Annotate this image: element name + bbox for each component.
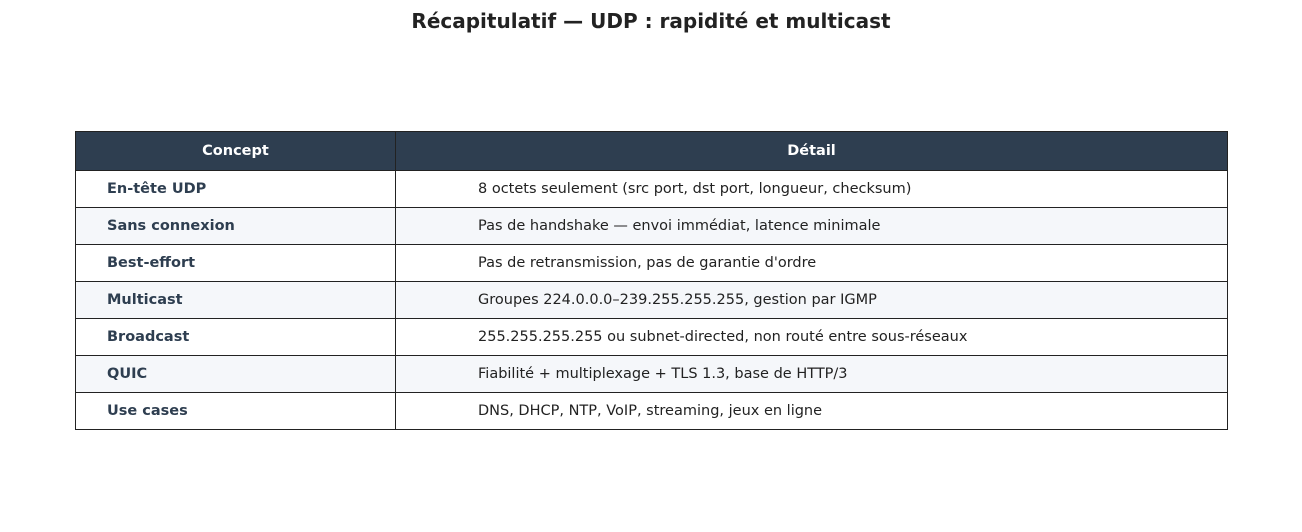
- detail-cell: 255.255.255.255 ou subnet-directed, non routé entre sous-réseaux: [396, 319, 1228, 356]
- table-header-row: [76, 132, 1228, 171]
- detail-cell: Groupes 224.0.0.0–239.255.255.255, gestion par IGMP: [396, 282, 1228, 319]
- table-row: [76, 282, 1228, 319]
- column-header-detail: Détail: [396, 132, 1228, 171]
- detail-cell: Pas de retransmission, pas de garantie d'ordre: [396, 245, 1228, 282]
- concept-cell: Use cases: [76, 393, 396, 430]
- table-row: [76, 208, 1228, 245]
- concept-cell: En-tête UDP: [76, 171, 396, 208]
- concept-cell: Sans connexion: [76, 208, 396, 245]
- detail-cell: DNS, DHCP, NTP, VoIP, streaming, jeux en ligne: [396, 393, 1228, 430]
- concept-cell: Best-effort: [76, 245, 396, 282]
- table-row: [76, 393, 1228, 430]
- concept-cell: Multicast: [76, 282, 396, 319]
- column-header-concept: Concept: [76, 132, 396, 171]
- table-row: [76, 245, 1228, 282]
- table-row: [76, 171, 1228, 208]
- table-row: [76, 319, 1228, 356]
- detail-cell: 8 octets seulement (src port, dst port, longueur, checksum): [396, 171, 1228, 208]
- chart-title: Récapitulatif — UDP : rapidité et multicast: [411, 9, 891, 33]
- concept-cell: Broadcast: [76, 319, 396, 356]
- table-row: [76, 356, 1228, 393]
- detail-cell: Pas de handshake — envoi immédiat, latence minimale: [396, 208, 1228, 245]
- concept-cell: QUIC: [76, 356, 396, 393]
- detail-cell: Fiabilité + multiplexage + TLS 1.3, base de HTTP/3: [396, 356, 1228, 393]
- summary-table: [75, 131, 1228, 430]
